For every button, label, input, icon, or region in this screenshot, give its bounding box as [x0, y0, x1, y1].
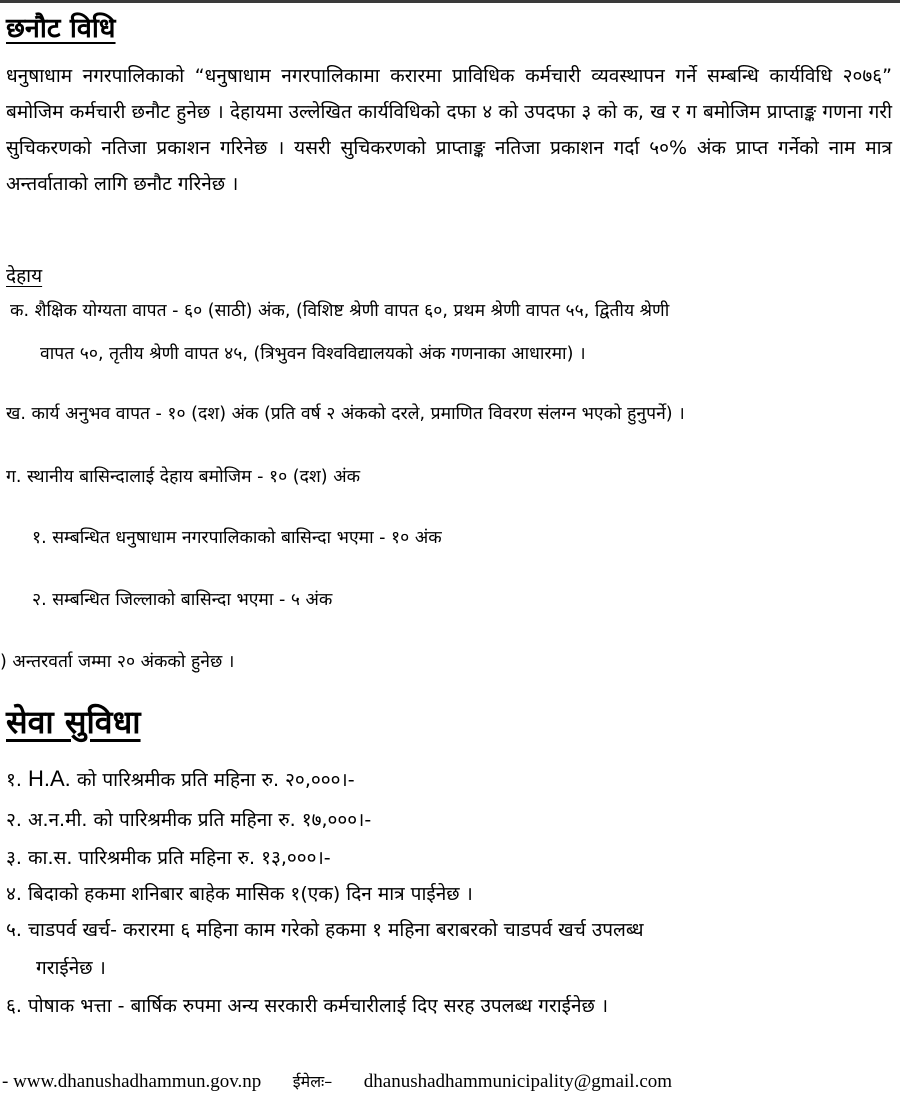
- service-item-5-line-2: गराईनेछ ।: [36, 957, 106, 979]
- footer-website-link[interactable]: - www.dhanushadhammun.gov.np: [2, 1071, 262, 1092]
- criteria-ga-sub-1: १. सम्बन्धित धनुषाधाम नगरपालिकाको बासिन्दा भएमा - १० अंक: [32, 528, 442, 548]
- selection-method-paragraph: धनुषाधाम नगरपालिकाको “धनुषाधाम नगरपालिकामा करारमा प्राविधिक कर्मचारी व्यवस्थापन गर्ने सम्बन्धि कार्यविधि २०७६” बमोजिम कर्मचारी छनौट हुनेछ । देहायमा उल्लेखित कार्यविधिको दफा ४ को उपदफा ३ को क, ख र ग बमोजिम प्राप्ताङ्क गणना गरी सुचिकरणको नतिजा प्रकाशन गरिनेछ । यसरी सुचिकरणको प्राप्ताङ्क नतिजा प्रकाशन गर्दा ५०% अंक प्राप्त गर्नेको नाम मात्र अन्तर्वाताको लागि छनौट गरिनेछ ।: [6, 65, 892, 195]
- criteria-ka-line-1: क. शैक्षिक योग्यता वापत - ६० (साठी) अंक, (विशिष्ट श्रेणी वापत ६०, प्रथम श्रेणी वापत ५५, द्वितीय श्रेणी: [10, 301, 670, 321]
- service-item-1-number: १.: [6, 769, 22, 791]
- service-item-1-text: को पारिश्रमीक प्रति महिना रु. २०,०००।-: [76, 769, 355, 791]
- selection-method-heading: छनौट विधि: [6, 13, 116, 44]
- footer-contact: [2, 1070, 672, 1093]
- criteria-ga-sub-2: २. सम्बन्धित जिल्लाको बासिन्दा भएमा - ५ अंक: [32, 590, 333, 610]
- service-item-1: [6, 766, 355, 792]
- service-item-6: ६. पोषाक भत्ता - बार्षिक रुपमा अन्य सरकारी कर्मचारीलाई दिए सरह उपलब्ध गराईनेछ ।: [6, 995, 609, 1017]
- footer-email-link[interactable]: dhanushadhammunicipality@gmail.com: [363, 1071, 673, 1092]
- service-item-4: ४. बिदाको हकमा शनिबार बाहेक मासिक १(एक) दिन मात्र पाईनेछ ।: [6, 883, 473, 905]
- criteria-kha: ख. कार्य अनुभव वापत - १० (दश) अंक (प्रति वर्ष २ अंकको दरले, प्रमाणित विवरण संलग्न भएको हुनुपर्ने) ।: [6, 404, 685, 424]
- services-heading: सेवा सुविधा: [6, 703, 141, 741]
- criteria-ga: ग. स्थानीय बासिन्दालाई देहाय बमोजिम - १० (दश) अंक: [6, 467, 361, 487]
- criteria-heading: देहाय: [6, 265, 43, 287]
- service-item-2: २. अ.न.मी. को पारिश्रमीक प्रति महिना रु. १७,०००।-: [6, 809, 372, 831]
- service-item-5-line-1: ५. चाडपर्व खर्च- करारमा ६ महिना काम गरेको हकमा १ महिना बराबरको चाडपर्व खर्च उपलब्ध: [6, 919, 644, 941]
- service-item-1-ha: H.A.: [27, 766, 71, 791]
- service-item-3: ३. का.स. पारिश्रमीक प्रति महिना रु. १३,०००।-: [6, 847, 331, 869]
- top-rule: [0, 0, 900, 3]
- interview-marks-note: ) अन्तरवर्ता जम्मा २० अंकको हुनेछ ।: [0, 652, 235, 672]
- criteria-ka-line-2: वापत ५०, तृतीय श्रेणी वापत ४५, (त्रिभुवन विश्वविद्यालयको अंक गणनाका आधारमा) ।: [40, 344, 586, 364]
- footer-email-label: ईमेलः–: [292, 1072, 333, 1091]
